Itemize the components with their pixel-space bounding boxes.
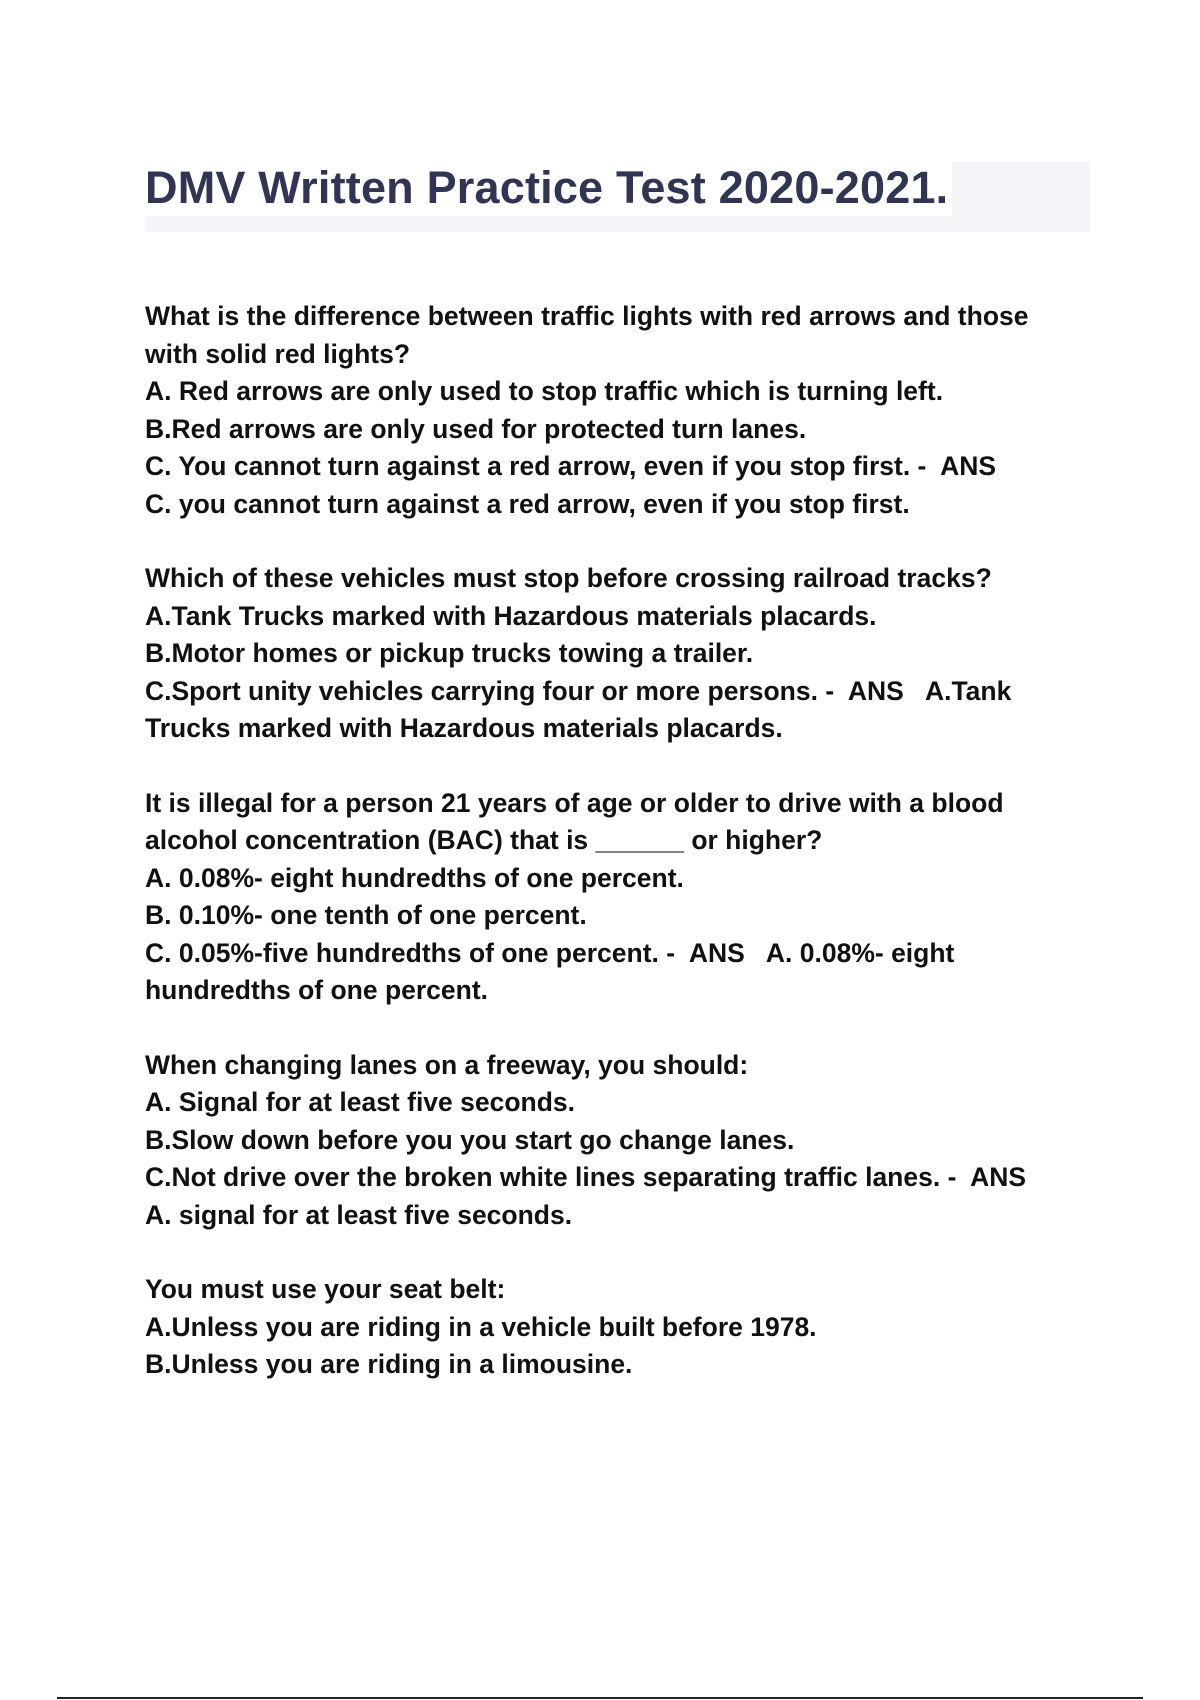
question-2-option-a: A.Tank Trucks marked with Hazardous materials placards.: [145, 600, 877, 631]
question-4-answer: A. signal for at least five seconds.: [145, 1199, 573, 1230]
question-5-option-a: A.Unless you are riding in a vehicle built before 1978.: [145, 1311, 817, 1342]
footer-divider: [57, 1697, 1143, 1699]
question-2-option-c: C.Sport unity vehicles carrying four or more persons. - ANS A.Tank: [145, 675, 1012, 706]
question-5-prompt: You must use your seat belt:: [145, 1274, 506, 1304]
question-1-prompt-line-1: What is the difference between traffic lights with red arrows and those: [145, 301, 1029, 331]
question-5-option-b: B.Unless you are riding in a limousine.: [145, 1349, 633, 1379]
question-4-option-b: B.Slow down before you you start go change lanes.: [145, 1124, 795, 1155]
question-4-option-c: C.Not drive over the broken white lines separating traffic lanes. - ANS: [145, 1162, 1027, 1192]
question-3-answer: hundredths of one percent.: [145, 975, 489, 1005]
question-3-option-c: C. 0.05%-five hundredths of one percent. - ANS A. 0.08%- eight: [145, 937, 955, 968]
question-2-answer: Trucks marked with Hazardous materials placards.: [145, 713, 783, 743]
question-1-answer: C. you cannot turn against a red arrow, even if you stop first.: [145, 488, 910, 519]
question-2-prompt: Which of these vehicles must stop before crossing railroad tracks?: [145, 563, 992, 593]
question-1-option-c: C. You cannot turn against a red arrow, even if you stop first. - ANS: [145, 451, 997, 481]
question-5: [145, 1271, 1095, 1384]
question-3-option-a: A. 0.08%- eight hundredths of one percent.: [145, 862, 684, 893]
question-3: [145, 785, 1095, 1010]
question-3-prompt-line-2: alcohol concentration (BAC) that is ______ or higher?: [145, 825, 823, 855]
question-4-prompt: When changing lanes on a freeway, you should:: [145, 1049, 749, 1080]
question-2: [145, 560, 1095, 748]
question-3-option-b: B. 0.10%- one tenth of one percent.: [145, 900, 587, 930]
question-1-option-a: A. Red arrows are only used to stop traffic which is turning left.: [145, 376, 944, 406]
question-list: [145, 298, 1095, 1421]
question-1-prompt-line-2: with solid red lights?: [145, 338, 410, 369]
question-4: [145, 1047, 1095, 1235]
page-title: DMV Written Practice Test 2020-2021.: [145, 160, 952, 216]
question-1: [145, 298, 1095, 523]
question-1-option-b: B.Red arrows are only used for protected turn lanes.: [145, 413, 807, 444]
question-2-option-b: B.Motor homes or pickup trucks towing a trailer.: [145, 638, 754, 668]
question-3-prompt-line-1: It is illegal for a person 21 years of age or older to drive with a blood: [145, 787, 1004, 818]
question-4-option-a: A. Signal for at least five seconds.: [145, 1087, 576, 1117]
